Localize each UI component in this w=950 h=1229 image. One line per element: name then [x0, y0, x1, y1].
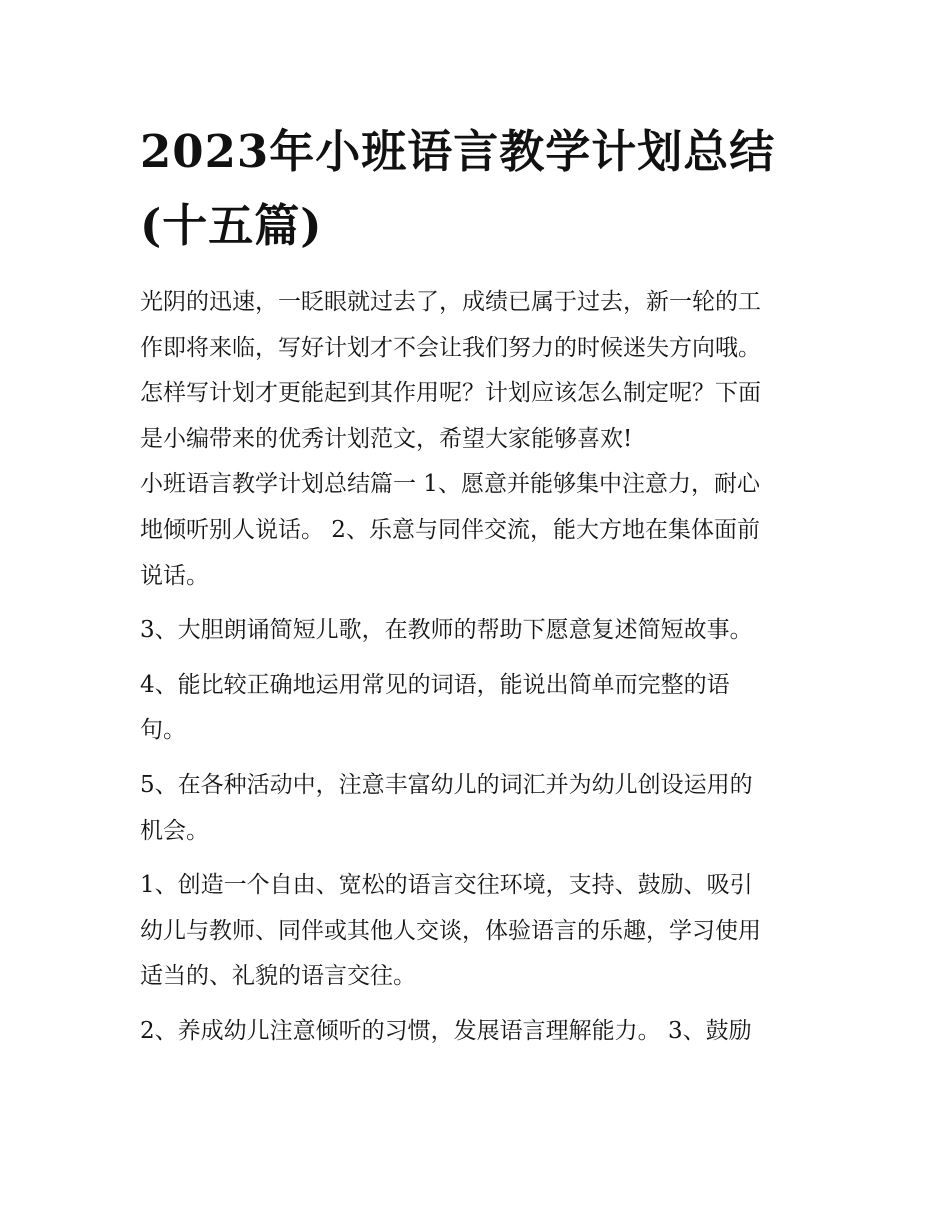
paragraph-item-5: [140, 763, 820, 854]
text-line: 5、在各种活动中，注意丰富幼儿的词汇并为幼儿创设运用的: [140, 771, 753, 798]
text-line: 怎样写计划才更能起到其作用呢？计划应该怎么制定呢？下面: [140, 380, 761, 407]
paragraph-item-4: [140, 663, 820, 754]
text-line: 1、创造一个自由、宽松的语言交往环境，支持、鼓励、吸引: [140, 872, 753, 899]
title-line-2: (十五篇): [140, 199, 323, 252]
text-line: 作即将来临，写好计划才不会让我们努力的时候迷失方向哦。: [140, 334, 761, 361]
document-title: [140, 115, 820, 263]
title-line-1: 2023年小班语言教学计划总结: [140, 125, 776, 178]
text-line: 光阴的迅速，一眨眼就过去了，成绩已属于过去，新一轮的工: [140, 289, 761, 315]
document-body: [140, 280, 820, 1055]
paragraph-item-3: [140, 608, 820, 654]
text-line: 地倾听别人说话。 2、乐意与同伴交流，能大方地在集体面前: [140, 516, 760, 543]
text-line: 机会。: [140, 817, 209, 844]
text-line: 小班语言教学计划总结篇一 1、愿意并能够集中注意力，耐心: [140, 471, 760, 498]
text-line: 2、养成幼儿注意倾听的习惯，发展语言理解能力。 3、鼓励: [140, 1017, 752, 1044]
text-line: 适当的、礼貌的语言交往。: [140, 963, 416, 990]
paragraph-goal-1: [140, 863, 820, 1000]
paragraph-goal-2: [140, 1009, 820, 1055]
paragraph-intro: [140, 280, 820, 462]
text-line: 说话。: [140, 562, 209, 589]
text-line: 句。: [140, 717, 186, 744]
text-line: 4、能比较正确地运用常见的词语，能说出简单而完整的语: [140, 671, 730, 698]
text-line: 是小编带来的优秀计划范文，希望大家能够喜欢!: [140, 425, 633, 452]
text-line: 幼儿与教师、同伴或其他人交谈，体验语言的乐趣，学习使用: [140, 917, 761, 944]
text-line: 3、大胆朗诵简短儿歌，在教师的帮助下愿意复述简短故事。: [140, 617, 753, 644]
paragraph-section-one: [140, 462, 820, 599]
